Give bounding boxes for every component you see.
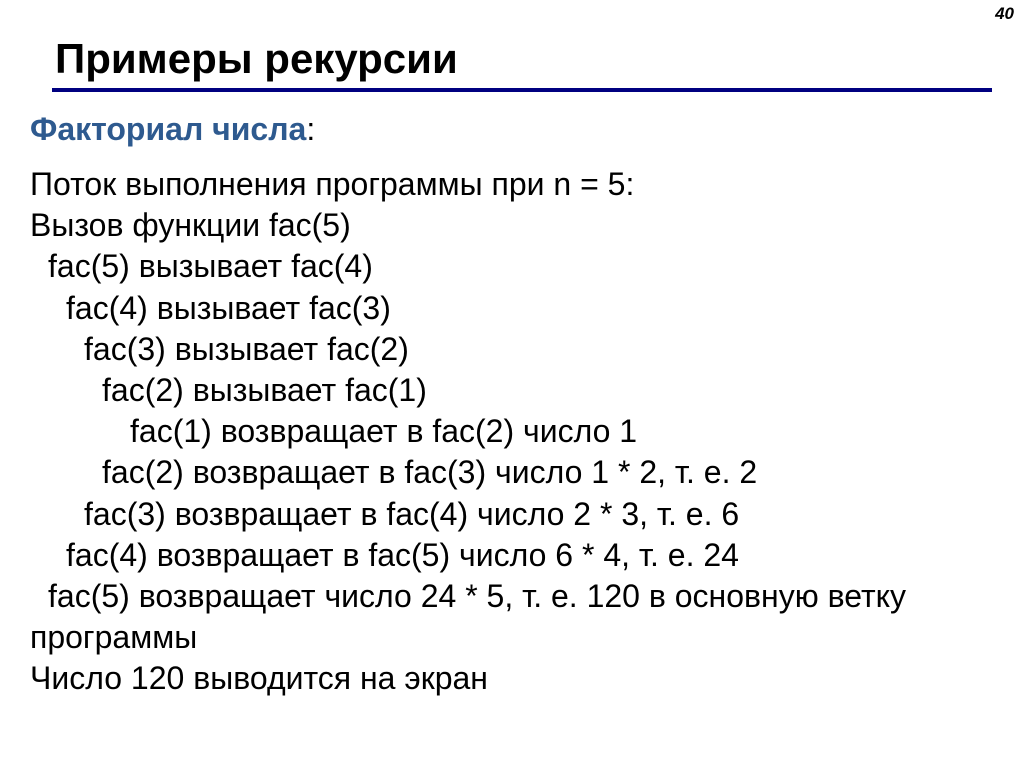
trace-line: fac(2) возвращает в fac(3) число 1 * 2, т. е. 2 bbox=[102, 454, 758, 491]
trace-line: fac(5) вызывает fac(4) bbox=[48, 248, 373, 285]
subtitle-suffix: : bbox=[306, 111, 316, 147]
trace-line: fac(5) возвращает число 24 * 5, т. е. 120 в основную ветку bbox=[48, 578, 906, 615]
slide-number: 40 bbox=[995, 4, 1014, 23]
trace-line: Вызов функции fac(5) bbox=[30, 207, 351, 244]
trace-line: Поток выполнения программы при n = 5: bbox=[30, 166, 635, 202]
trace-line: fac(4) возвращает в fac(5) число 6 * 4, т. е. 24 bbox=[66, 536, 739, 573]
section-subtitle bbox=[30, 109, 315, 149]
trace-line: программы bbox=[30, 619, 198, 656]
trace-line: fac(3) вызывает fac(2) bbox=[84, 330, 409, 367]
trace-line: fac(3) возвращает в fac(4) число 2 * 3, т. е. 6 bbox=[84, 495, 740, 532]
trace-line: fac(4) вызывает fac(3) bbox=[66, 289, 391, 326]
trace-line: fac(1) возвращает в fac(2) число 1 bbox=[130, 413, 638, 450]
trace-line: Число 120 выводится на экран bbox=[30, 660, 488, 697]
subtitle-emphasis: Факториал числа bbox=[30, 111, 307, 147]
slide-title: Примеры рекурсии bbox=[55, 35, 458, 82]
title-divider bbox=[52, 88, 992, 92]
trace-line: fac(2) вызывает fac(1) bbox=[102, 372, 427, 409]
execution-trace bbox=[30, 164, 990, 700]
